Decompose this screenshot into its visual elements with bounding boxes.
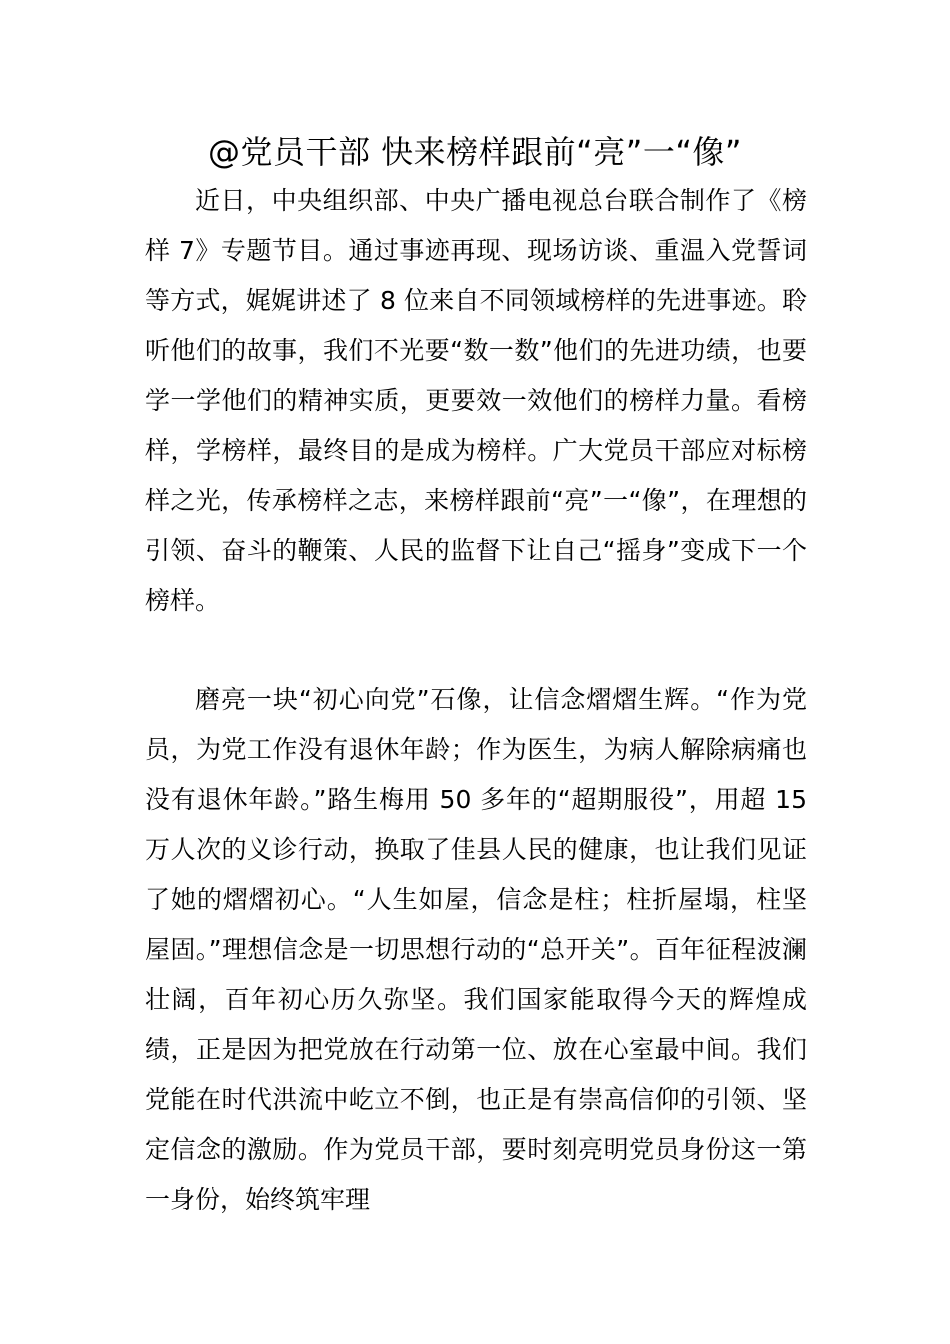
document-title: @党员干部 快来榜样跟前“亮”一“像” bbox=[208, 133, 742, 171]
paragraph-faith: 磨亮一块“初心向党”石像，让信念熠熠生辉。“作为党员，为党工作没有退休年龄；作为医生，为病人解除病痛也没有退休年龄。”路生梅用 50 多年的“超期服役”，用超 15 万人次的义诊行动，换取了佳县人民的健康，也让我们见证了她的熠熠初心。“人生如屋，信念是柱；柱折屋塌，柱坚屋固。”理想信念是一切思想行动的“总开关”。百年征程波澜壮阔，百年初心历久弥坚。我们国家能取得今天的辉煌成绩，正是因为把党放在行动第一位、放在心室最中间。我们党能在时代洪流中屹立不倒，也正是有崇高信仰的引领、坚定信念的激励。作为党员干部，要时刻亮明党员身份这一第一身份，始终筑牢理 bbox=[145, 685, 807, 1214]
paragraph-intro: 近日，中央组织部、中央广播电视总台联合制作了《榜样 7》专题节目。通过事迹再现、现场访谈、重温入党誓词等方式，娓娓讲述了 8 位来自不同领域榜样的先进事迹。聆听他们的故事，我们不光要“数一数”他们的先进功绩，也要学一学他们的精神实质，更要效一效他们的榜样力量。看榜样，学榜样，最终目的是成为榜样。广大党员干部应对标榜样之光，传承榜样之志，来榜样跟前“亮”一“像”，在理想的引领、奋斗的鞭策、人民的监督下让自己“摇身”变成下一个榜样。 bbox=[145, 186, 807, 615]
